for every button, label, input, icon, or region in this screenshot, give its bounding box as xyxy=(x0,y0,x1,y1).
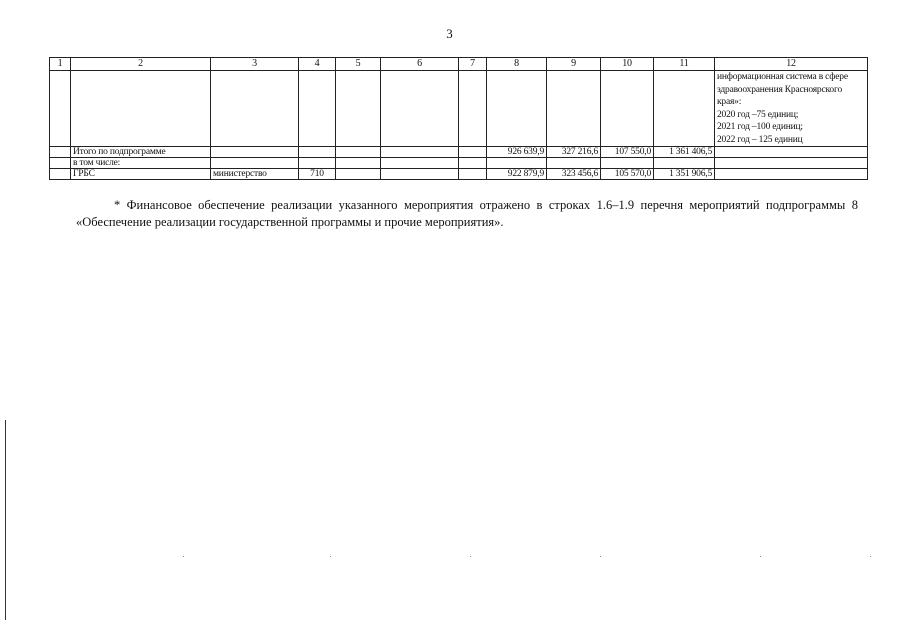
scan-speck xyxy=(470,556,471,557)
row-code xyxy=(299,158,336,169)
header-cell: 10 xyxy=(601,58,654,71)
table-row-including xyxy=(50,158,868,169)
row-value-9: 327 216,6 xyxy=(547,147,601,158)
row-value-10: 105 570,0 xyxy=(601,169,654,180)
table-row-grbs xyxy=(50,169,868,180)
footnote-text: * Финансовое обеспечение реализации указанного мероприятия отражено в строках 1.6–1.9 перечня мероприятий подпрограммы 8 «Обеспечение реализации государственной программы и прочие мероприятия». xyxy=(76,198,858,229)
header-cell: 11 xyxy=(654,58,715,71)
continuation-row xyxy=(50,71,868,147)
notes-line: края»: xyxy=(717,97,742,107)
scan-edge-line xyxy=(5,420,6,620)
scan-speck xyxy=(330,556,331,557)
scan-speck xyxy=(183,556,184,557)
row-org: министерство xyxy=(211,169,299,180)
row-value-10 xyxy=(601,158,654,169)
header-cell: 2 xyxy=(71,58,211,71)
header-cell: 6 xyxy=(381,58,459,71)
notes-line: здравоохранения Красноярского xyxy=(717,84,842,95)
row-org xyxy=(211,147,299,158)
page-number: 3 xyxy=(446,26,453,41)
continuation-notes-cell xyxy=(715,71,868,147)
notes-line: 2022 год – 125 единиц xyxy=(717,134,803,145)
header-cell: 8 xyxy=(487,58,547,71)
table-header-row xyxy=(50,58,868,71)
row-value-10: 107 550,0 xyxy=(601,147,654,158)
header-cell: 12 xyxy=(715,58,868,71)
row-value-9: 323 456,6 xyxy=(547,169,601,180)
header-cell: 1 xyxy=(50,58,71,71)
notes-line: 2021 год –100 единиц; xyxy=(717,122,803,132)
footnote xyxy=(76,197,858,231)
row-value-8 xyxy=(487,158,547,169)
row-org xyxy=(211,158,299,169)
row-value-8: 926 639,9 xyxy=(487,147,547,158)
header-cell: 7 xyxy=(459,58,487,71)
notes-line: 2020 год –75 единиц; xyxy=(717,109,799,120)
header-cell: 9 xyxy=(547,58,601,71)
row-label: в том числе: xyxy=(71,158,211,169)
row-value-11: 1 361 406,5 xyxy=(654,147,715,158)
header-cell: 5 xyxy=(336,58,381,71)
row-code: 710 xyxy=(299,169,336,180)
row-value-11 xyxy=(654,158,715,169)
row-code xyxy=(299,147,336,158)
scan-speck xyxy=(600,556,601,557)
table-row-total xyxy=(50,147,868,158)
budget-table xyxy=(49,57,868,180)
scan-speck xyxy=(760,556,761,557)
row-label: ГРБС xyxy=(71,169,211,180)
row-label: Итого по подпрограмме xyxy=(71,147,211,158)
row-value-9 xyxy=(547,158,601,169)
row-value-8: 922 879,9 xyxy=(487,169,547,180)
notes-line: информационная система в сфере xyxy=(717,72,848,82)
header-cell: 4 xyxy=(299,58,336,71)
scan-speck xyxy=(870,556,871,557)
row-value-11: 1 351 906,5 xyxy=(654,169,715,180)
header-cell: 3 xyxy=(211,58,299,71)
